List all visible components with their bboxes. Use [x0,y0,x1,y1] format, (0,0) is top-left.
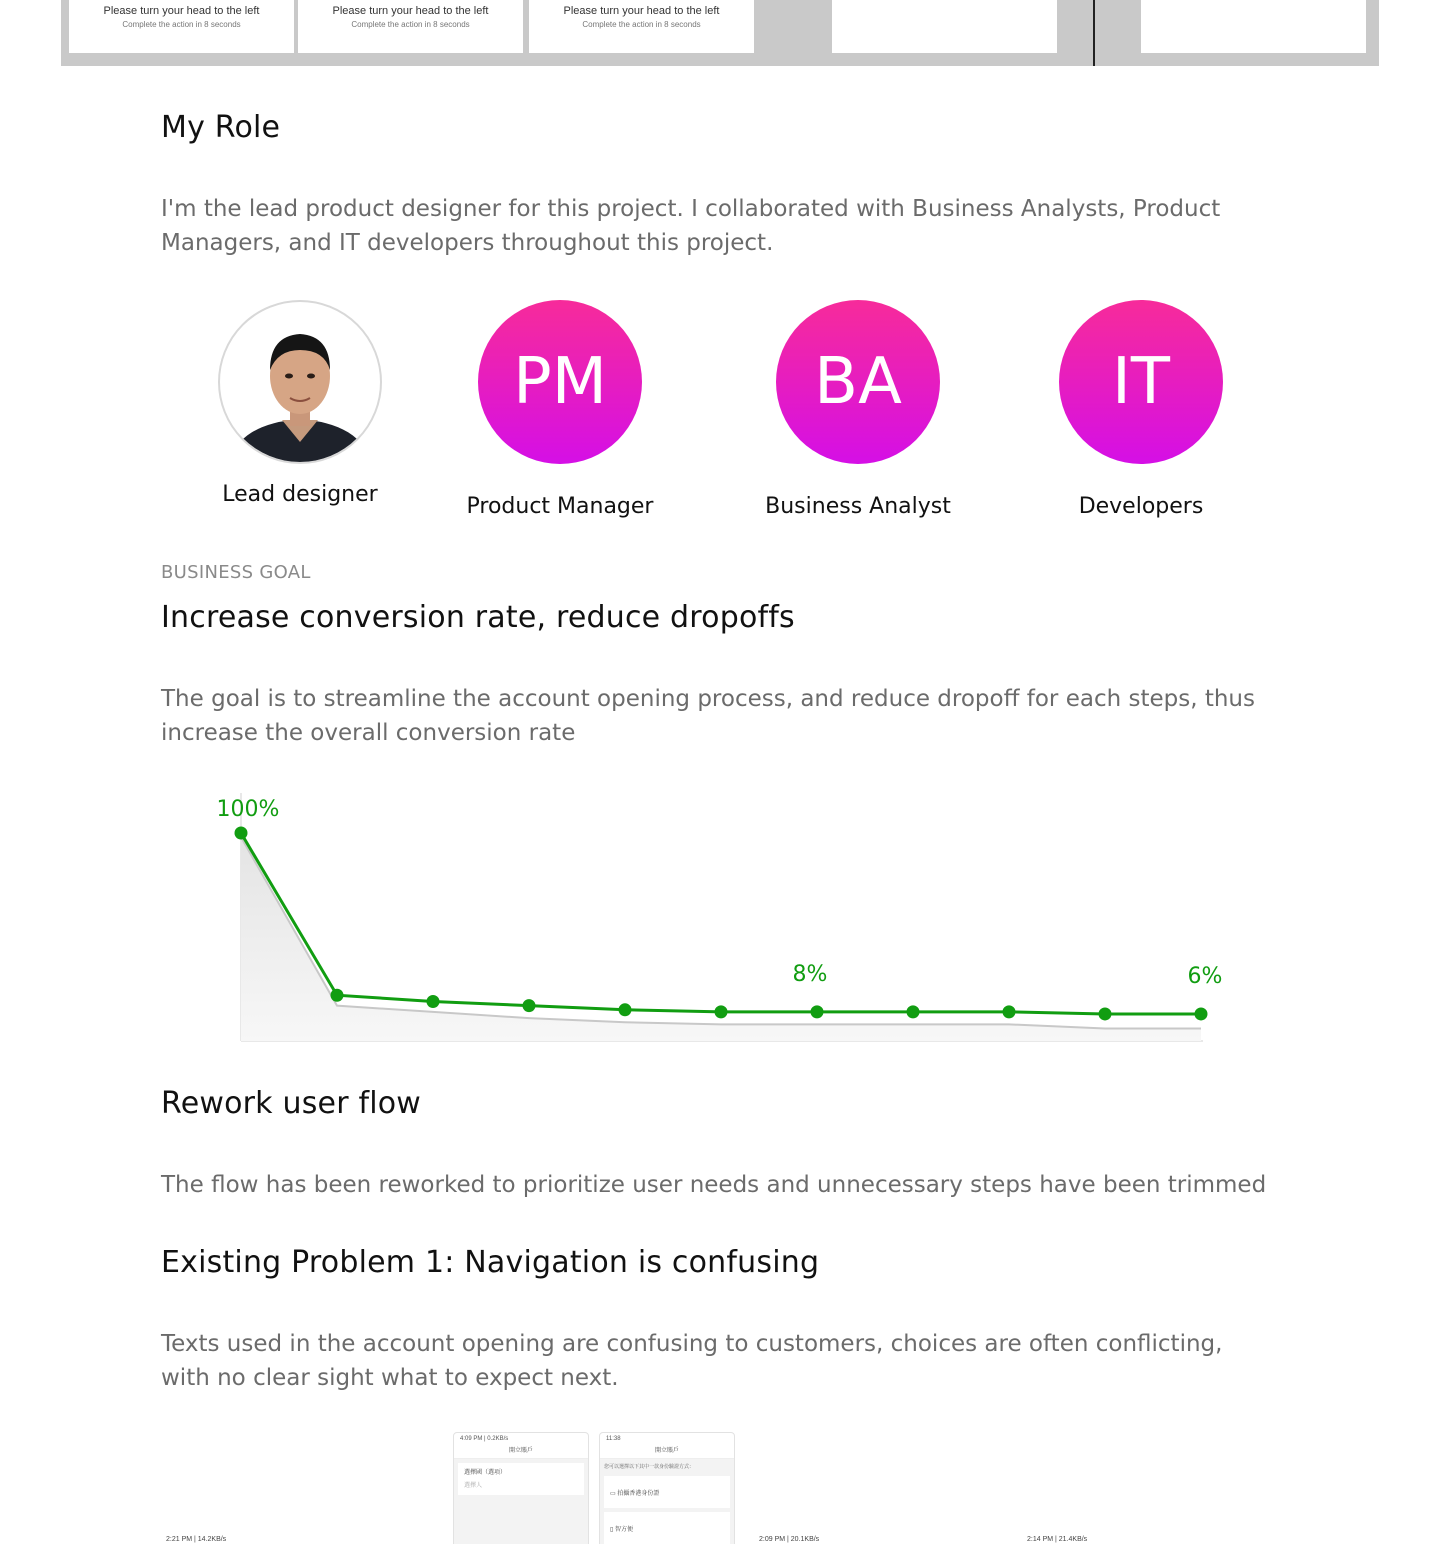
data-label: 8% [792,961,828,987]
conversion-point [427,995,440,1008]
phone-header-title: 開立賬戶 [600,1445,734,1459]
top-screens-strip [61,0,1379,66]
screen-card [69,0,294,53]
screen-card-subtitle: Complete the action in 8 seconds [582,20,701,29]
conversion-point [331,989,344,1002]
phone-app-icon: ▯ [610,1527,615,1533]
phone-screenshot [453,1432,589,1544]
business-goal-paragraph: The goal is to streamline the account opening process, and reduce dropoff for each steps, thus increase the overall conversion rate [161,686,1255,746]
screen-card-title: Please turn your head to the left [332,5,489,17]
screen-card-subtitle: Complete the action in 8 seconds [122,20,241,29]
phone-option-row [604,1476,730,1508]
problem1-heading: Existing Problem 1: Navigation is confusing [161,1245,820,1280]
phone-body [454,1459,588,1544]
business-goal-eyebrow: BUSINESS GOAL [161,562,311,583]
phone-status-text: 2:21 PM | 14.2KB/s [166,1536,227,1543]
phone-status-text: 2:09 PM | 20.1KB/s [759,1536,820,1543]
screen-card-title: Please turn your head to the left [563,5,720,17]
screen-card [298,0,523,53]
role-label: Business Analyst [765,494,951,519]
phone-header-title: 開立賬戶 [454,1445,588,1459]
phone-row-label: 選擇國（選項） [464,1470,507,1476]
conversion-point [1195,1007,1208,1020]
conversion-point [811,1005,824,1018]
phone-status-bar: 4:09 PM | 0.2KB/s [460,1436,509,1442]
phone-option-row [604,1512,730,1544]
it-badge: IT [1059,300,1223,464]
phone-screenshot [599,1432,735,1544]
conversion-funnel-chart [200,790,1240,1050]
phone-status-bar: 11:38 [606,1436,621,1442]
conversion-point [715,1005,728,1018]
my-role-heading: My Role [161,110,281,145]
conversion-point [1003,1005,1016,1018]
role-label: Developers [1078,494,1204,519]
conversion-point [1099,1007,1112,1020]
role-developers [1041,300,1241,519]
role-product-manager [460,300,660,519]
screen-card-subtitle: Complete the action in 8 seconds [351,20,470,29]
role-label: Lead designer [222,482,378,507]
screen-card [832,0,1057,53]
my-role-paragraph: I'm the lead product designer for this project. I collaborated with Business Analysts, Product Managers, and IT developers throughout this project. [161,196,1221,256]
divider [1093,0,1095,66]
business-goal-heading: Increase conversion rate, reduce dropoffs [161,600,795,635]
id-card-icon: ▭ [610,1491,618,1497]
role-lead-designer [200,300,400,507]
role-label: Product Manager [466,494,654,519]
phone-body [600,1459,734,1544]
conversion-point [235,827,248,840]
phone-subtitle: 您可以選擇以下其中一款身份驗證方式： [604,1464,695,1470]
phone-row-label: 智方便 [614,1527,633,1533]
chart-svg [200,790,1240,1050]
conversion-point [523,999,536,1012]
screen-card [1141,0,1366,53]
problem1-paragraph: Texts used in the account opening are confusing to customers, choices are often conflicting, with no clear sight what to expect next. [161,1331,1223,1391]
conversion-series-line [241,833,1201,1014]
pm-badge: PM [478,300,642,464]
conversion-point [619,1003,632,1016]
ba-badge: BA [776,300,940,464]
screen-card [529,0,754,53]
person-avatar-icon [220,302,380,462]
conversion-point [907,1005,920,1018]
phone-row-label: 拍攝香港身份證 [617,1491,660,1497]
data-label: 100% [216,797,280,822]
data-label: 6% [1187,963,1223,989]
phone-list-row [458,1463,584,1495]
role-business-analyst [758,300,958,519]
screen-card-title: Please turn your head to the left [103,5,260,17]
rework-paragraph: The flow has been reworked to prioritize user needs and unnecessary steps have been trimmed [161,1172,1267,1198]
lead-designer-photo [218,300,382,464]
phone-status-text: 2:14 PM | 21.4KB/s [1027,1536,1088,1543]
rework-heading: Rework user flow [161,1086,422,1121]
phone-row-sub: 選擇人 [464,1483,483,1489]
